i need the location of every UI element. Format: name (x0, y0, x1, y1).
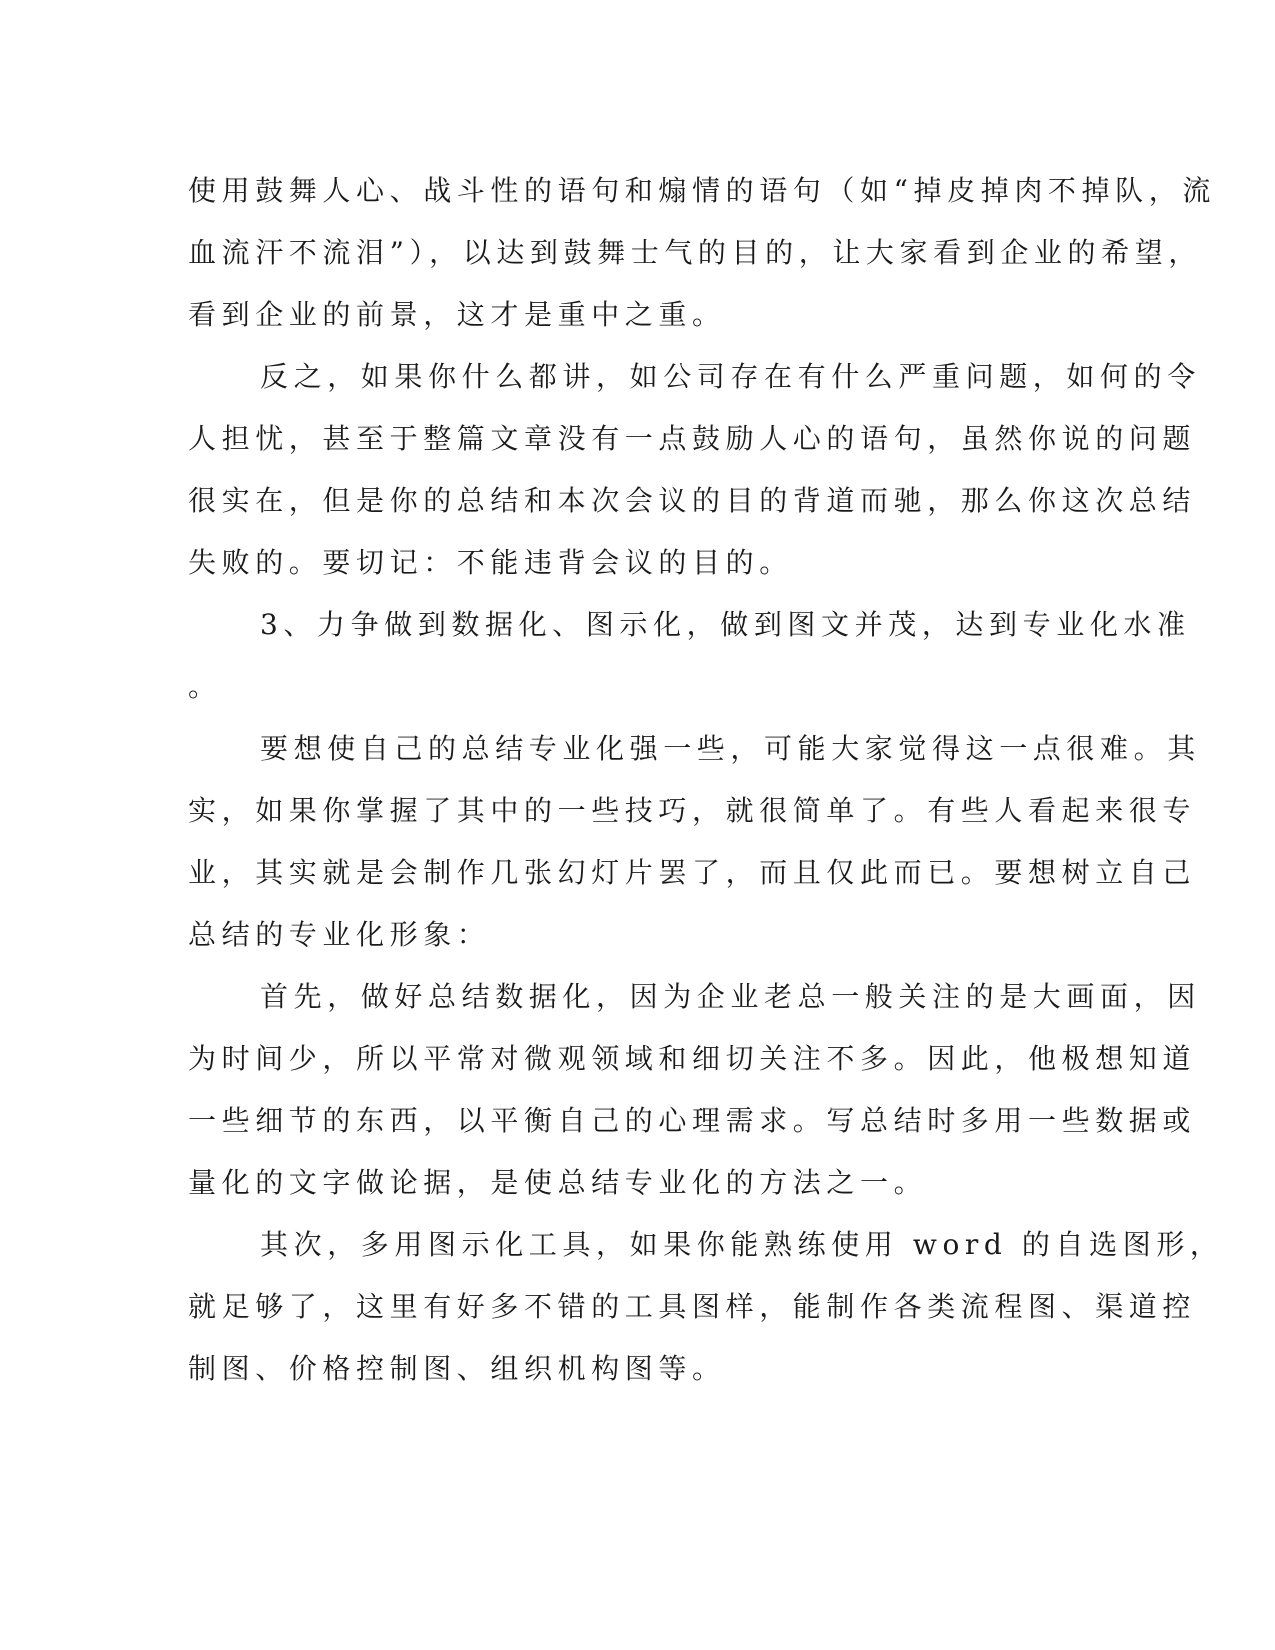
text-line: 就足够了，这里有好多不错的工具图样，能制作各类流程图、渠道控 (188, 1290, 1197, 1323)
paragraph-5 (188, 966, 1201, 1214)
text-line: 总结的专业化形象： (188, 918, 491, 951)
paragraph-6 (188, 1214, 1224, 1400)
text-line: 业，其实就是会制作几张幻灯片罢了，而且仅此而已。要想树立自己 (188, 856, 1197, 889)
paragraph-4 (188, 718, 1201, 966)
text-line: 为时间少，所以平常对微观领域和细切关注不多。因此，他极想知道 (188, 1042, 1197, 1075)
text-line: 看到企业的前景，这才是重中之重。 (188, 298, 726, 331)
text-line: 血流汗不流泪”），以达到鼓舞士气的目的，让大家看到企业的希望， (188, 236, 1202, 269)
text-line: 反之，如果你什么都讲，如公司存在有什么严重问题，如何的令 (260, 360, 1201, 393)
document-body (188, 160, 1224, 1400)
paragraph-2 (188, 346, 1201, 594)
text-line: 。 (188, 670, 222, 703)
text-line: 一些细节的东西，以平衡自己的心理需求。写总结时多用一些数据或 (188, 1104, 1197, 1137)
paragraph-1 (188, 160, 1216, 346)
text-line: 其次，多用图示化工具，如果你能熟练使用 word 的自选图形， (260, 1228, 1224, 1261)
text-line: 量化的文字做论据，是使总结专业化的方法之一。 (188, 1166, 928, 1199)
text-line: 制图、价格控制图、组织机构图等。 (188, 1352, 726, 1385)
text-line: 实，如果你掌握了其中的一些技巧，就很简单了。有些人看起来很专 (188, 794, 1197, 827)
text-line: 3、力争做到数据化、图示化，做到图文并茂，达到专业化水准 (260, 608, 1191, 641)
text-line: 很实在，但是你的总结和本次会议的目的背道而驰，那么你这次总结 (188, 484, 1197, 517)
text-line: 失败的。要切记：不能违背会议的目的。 (188, 546, 793, 579)
paragraph-3-heading (188, 594, 1191, 718)
text-line: 人担忧，甚至于整篇文章没有一点鼓励人心的语句，虽然你说的问题 (188, 422, 1197, 455)
text-line: 使用鼓舞人心、战斗性的语句和煽情的语句（如“掉皮掉肉不掉队，流 (188, 174, 1216, 207)
text-line: 首先，做好总结数据化，因为企业老总一般关注的是大画面，因 (260, 980, 1201, 1013)
text-line: 要想使自己的总结专业化强一些，可能大家觉得这一点很难。其 (260, 732, 1201, 765)
